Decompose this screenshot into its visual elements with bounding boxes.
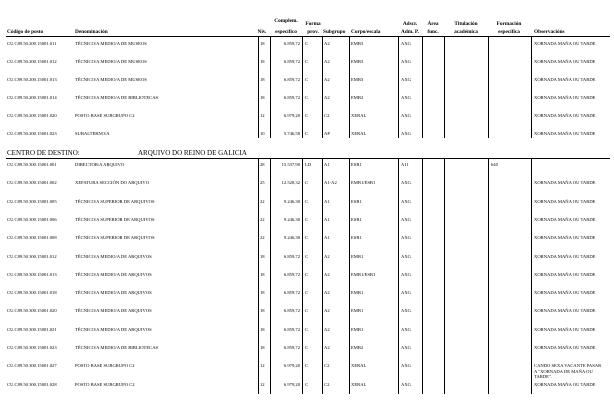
header-denominacion: Denominación [75, 29, 108, 35]
cell-subgrupo: A2 [324, 326, 330, 332]
cell-subgrupo: A1 [324, 162, 330, 167]
cell-adscr: AXG [401, 41, 411, 46]
cell-niv: 22 [260, 235, 265, 241]
cell-corpo: EMB2 [351, 95, 364, 100]
cell-comp: 6.859,72 [283, 326, 300, 332]
header-niv: Niv. [257, 29, 267, 35]
cell-niv: 25 [260, 180, 265, 186]
cell-subgrupo: AP [324, 131, 330, 136]
cell-adscr: AXG [401, 235, 411, 241]
cell-subgrupo: A2 [324, 59, 330, 64]
cell-code: CU.C89.50.300.15001.005 [7, 198, 57, 204]
cell-forma: C [305, 198, 309, 204]
header-area-2: func. [427, 29, 439, 35]
cell-niv: 10 [260, 131, 265, 136]
cell-comp: 6.979,20 [283, 381, 300, 387]
cell-adscr: AXG [401, 271, 411, 277]
cell-obs: XORNADA MAÑA OU TARDE [534, 113, 596, 118]
cell-obs: XORNADA MAÑA OU TARDE [534, 216, 596, 222]
cell-obs: CANDO SEXA VACANTE PASAR A "XORNADA DE MAÑA OU TARDE". [534, 363, 602, 379]
cell-niv: 18 [260, 290, 265, 296]
cell-obs: XORNADA MAÑA OU TARDE [534, 41, 596, 46]
cell-niv: 18 [260, 95, 265, 100]
cell-name: XEFATURA SECCIÓN DO ARQUIVO [75, 180, 150, 186]
cell-corpo: EMB1 [351, 253, 364, 259]
cell-name: TÉCNICO/A MEDIO/A DE ARQUIVOS [75, 326, 152, 332]
cell-code: CU.C89.50.200.15001.014 [7, 95, 57, 100]
cell-code: CU.C89.50.300.15001.020 [7, 308, 57, 314]
cell-code: CU.C89.50.300.15001.001 [7, 162, 57, 167]
cell-code: CU.C89.50.300.15001.018 [7, 290, 57, 296]
cell-corpo: XERAL [351, 113, 367, 118]
cell-niv: 18 [260, 41, 265, 46]
cell-name: TÉCNICO/A SUPERIOR DE ARQUIVOS [75, 198, 155, 204]
cell-adscr: AXG [401, 326, 411, 332]
cell-code: CU.C89.50.300.15001.027 [7, 363, 57, 369]
cell-obs: XORNADA MAÑA OU TARDE [534, 345, 596, 350]
cell-subgrupo: C2 [324, 381, 330, 387]
header-adscr-1: Adscr. [402, 21, 418, 27]
cell-corpo: EMB2 [351, 345, 364, 350]
cell-obs: XORNADA MAÑA OU TARDE [534, 235, 596, 241]
cell-forma: C [305, 216, 309, 222]
cell-name: POSTO BASE SUBGRUPO C2 [75, 113, 135, 118]
cell-comp: 5.746,58 [283, 131, 300, 136]
cell-adscr: AXG [401, 198, 411, 204]
cell-forma: C [305, 345, 309, 350]
cell-subgrupo: A2 [324, 95, 330, 100]
header-titulacion-2: académica [454, 29, 478, 35]
cell-corpo: XERAL [351, 381, 367, 387]
cell-adscr: AXG [401, 216, 411, 222]
cell-niv: 22 [260, 198, 265, 204]
cell-obs: XORNADA MAÑA OU TARDE [534, 271, 596, 277]
cell-adscr: A11 [401, 162, 409, 167]
cell-comp: 6.979,20 [283, 363, 300, 369]
header-titulacion-1: Titulación [454, 21, 478, 27]
cell-forma: C [305, 308, 309, 314]
cell-corpo: EMB1 [351, 308, 364, 314]
cell-adscr: AXG [401, 95, 411, 100]
cell-obs: XORNADA MAÑA OU TARDE [534, 253, 596, 259]
cell-corpo: EMB1/ESB1 [351, 180, 376, 186]
cell-adscr: AXG [401, 290, 411, 296]
header-complem-2: específico [275, 29, 297, 35]
cell-niv: 12 [260, 113, 265, 118]
cell-forma: C [305, 113, 309, 118]
cell-comp: 6.859,72 [283, 308, 300, 314]
cell-code: CU.C89.50.200.15001.013 [7, 77, 57, 82]
cell-code: CU.C89.50.300.15001.006 [7, 216, 57, 222]
cell-subgrupo: A2 [324, 290, 330, 296]
cell-subgrupo: A1-A2 [324, 180, 337, 186]
cell-adscr: AXG [401, 180, 411, 186]
cell-forma: C [305, 253, 309, 259]
cell-name: TÉCNICO/A MEDIO/A DE ARQUIVOS [75, 271, 152, 277]
header-complem-1: Complem. [274, 18, 298, 24]
cell-name: TÉCNICO/A SUPERIOR DE ARQUIVOS [75, 216, 155, 222]
header-adscr-2: Adm. P. [401, 29, 419, 35]
cell-corpo: ESB1 [351, 216, 362, 222]
cell-comp: 6.859,72 [283, 95, 300, 100]
cell-code: CU.C89.50.300.15001.021 [7, 326, 57, 332]
cell-forma: C [305, 381, 309, 387]
cell-formacion: 640 [491, 162, 498, 167]
cell-corpo: ESB1 [351, 198, 362, 204]
cell-code: CU.C89.50.200.15001.012 [7, 59, 57, 64]
cell-comp: 6.859,72 [283, 59, 300, 64]
cell-name: POSTO BASE SUBGRUPO C2 [75, 363, 135, 369]
cell-code: CU.C89.50.200.15001.020 [7, 113, 57, 118]
cell-name: DIRECTOR/A ARQUIVO [75, 162, 125, 167]
cell-adscr: AXG [401, 308, 411, 314]
cell-name: TÉCNICO/A MEDIO/A DE MUSEOS [75, 41, 147, 46]
cell-corpo: XERAL [351, 131, 367, 136]
header-subgrupo: Subgrupo [323, 29, 346, 35]
cell-corpo: EMB1 [351, 326, 364, 332]
cell-comp: 12.528,32 [281, 180, 300, 186]
cell-comp: 6.859,72 [283, 345, 300, 350]
cell-code: CU.C89.50.300.15001.028 [7, 381, 57, 387]
cell-niv: 12 [260, 363, 265, 369]
header-corpo: Corpo/escala [351, 29, 381, 35]
header-forma-2: prov. [307, 29, 319, 35]
cell-comp: 15.537,90 [281, 162, 300, 167]
cell-subgrupo: A2 [324, 77, 330, 82]
cell-obs: XORNADA MAÑA OU TARDE [534, 381, 596, 387]
cell-name: POSTO BASE SUBGRUPO C2 [75, 381, 135, 387]
cell-name: TÉCNICO/A MEDIO/A DE ARQUIVOS [75, 308, 152, 314]
cell-corpo: ESB1 [351, 162, 362, 167]
cell-niv: 28 [260, 162, 265, 167]
section-label: CENTRO DE DESTINO: [7, 149, 80, 157]
cell-obs: XORNADA MAÑA OU TARDE [534, 326, 596, 332]
cell-name: TÉCNICO/A MEDIO/A DE MUSEOS [75, 77, 147, 82]
cell-adscr: AXG [401, 345, 411, 350]
cell-subgrupo: A2 [324, 271, 330, 277]
cell-obs: XORNADA MAÑA OU TARDE [534, 131, 596, 136]
header-rule [6, 36, 610, 37]
cell-code: CU.C89.50.200.15001.011 [7, 41, 57, 46]
header-codigo: Código de posto [7, 29, 44, 35]
cell-forma: C [305, 77, 309, 82]
cell-niv: 18 [260, 77, 265, 82]
cell-subgrupo: A1 [324, 235, 330, 241]
cell-forma: C [305, 180, 309, 186]
cell-code: CU.C89.50.300.15001.013 [7, 271, 57, 277]
cell-niv: 18 [260, 326, 265, 332]
cell-niv: 12 [260, 381, 265, 387]
cell-adscr: AXG [401, 131, 411, 136]
cell-forma: C [305, 271, 309, 277]
header-formacion-2: específica [498, 29, 520, 35]
cell-comp: 9.246,30 [283, 198, 300, 204]
cell-subgrupo: A1 [324, 198, 330, 204]
cell-obs: XORNADA MAÑA OU TARDE [534, 308, 596, 314]
cell-obs: XORNADA MAÑA OU TARDE [534, 59, 596, 64]
header-forma-1: Forma [305, 21, 321, 27]
cell-code: CU.C89.50.300.15001.012 [7, 253, 57, 259]
cell-obs: XORNADA MAÑA OU TARDE [534, 95, 596, 100]
cell-adscr: AXG [401, 113, 411, 118]
cell-forma: LD [305, 162, 312, 167]
cell-corpo: ESB1 [351, 235, 362, 241]
cell-code: CU.C89.50.300.15001.002 [7, 180, 57, 186]
cell-forma: C [305, 131, 309, 136]
cell-comp: 9.246,30 [283, 216, 300, 222]
cell-corpo: EMB1/ESB1 [351, 271, 376, 277]
cell-code: CU.C89.50.200.15001.023 [7, 131, 57, 136]
cell-adscr: AXG [401, 59, 411, 64]
cell-subgrupo: A2 [324, 308, 330, 314]
cell-subgrupo: C2 [324, 113, 330, 118]
cell-name: TÉCNICO/A MEDIO/A DE BIBLIOTECAS [75, 345, 159, 350]
cell-code: CU.C89.50.300.15001.008 [7, 235, 57, 241]
cell-comp: 6.859,72 [283, 271, 300, 277]
cell-corpo: EMB3 [351, 77, 364, 82]
cell-obs: XORNADA MAÑA OU TARDE [534, 198, 596, 204]
cell-forma: C [305, 235, 309, 241]
cell-subgrupo: A1 [324, 216, 330, 222]
cell-niv: 18 [260, 345, 265, 350]
cell-comp: 6.859,72 [283, 290, 300, 296]
cell-name: TÉCNICO/A SUPERIOR DE ARQUIVOS [75, 235, 155, 241]
cell-name: TÉCNICO/A MEDIO/A DE ARQUIVOS [75, 253, 152, 259]
cell-corpo: EMB3 [351, 59, 364, 64]
cell-corpo: XERAL [351, 363, 367, 369]
cell-forma: C [305, 95, 309, 100]
section-rule [6, 158, 610, 159]
cell-obs: XORNADA MAÑA OU TARDE [534, 290, 596, 296]
cell-subgrupo: A2 [324, 41, 330, 46]
cell-code: CU.C89.50.300.15001.023 [7, 345, 57, 350]
cell-name: SUBALTERNO/A [75, 131, 110, 136]
cell-obs: XORNADA MAÑA OU TARDE [534, 77, 596, 82]
cell-adscr: AXG [401, 253, 411, 259]
cell-niv: 18 [260, 308, 265, 314]
cell-forma: C [305, 363, 309, 369]
cell-name: TÉCNICO/A MEDIO/A DE BIBLIOTECAS [75, 95, 159, 100]
cell-niv: 18 [260, 59, 265, 64]
cell-niv: 18 [260, 253, 265, 259]
cell-name: TÉCNICO/A MEDIO/A DE MUSEOS [75, 59, 147, 64]
cell-obs: XORNADA MAÑA OU TARDE [534, 180, 596, 186]
cell-comp: 6.859,72 [283, 253, 300, 259]
header-formacion-1: Formación [496, 21, 522, 27]
cell-niv: 18 [260, 271, 265, 277]
cell-forma: C [305, 59, 309, 64]
cell-adscr: AXG [401, 381, 411, 387]
cell-subgrupo: A2 [324, 345, 330, 350]
cell-subgrupo: C2 [324, 363, 330, 369]
cell-name: TÉCNICO/A MEDIO/A DE ARQUIVOS [75, 290, 152, 296]
cell-subgrupo: A2 [324, 253, 330, 259]
cell-forma: C [305, 326, 309, 332]
header-area-1: Área [427, 21, 439, 27]
header-observacions: Observacións [534, 29, 565, 35]
cell-comp: 6.859,72 [283, 77, 300, 82]
cell-forma: C [305, 41, 309, 46]
cell-comp: 6.979,20 [283, 113, 300, 118]
cell-comp: 9.246,30 [283, 235, 300, 241]
cell-adscr: AXG [401, 77, 411, 82]
cell-corpo: EMB1 [351, 290, 364, 296]
cell-forma: C [305, 290, 309, 296]
cell-comp: 6.859,72 [283, 41, 300, 46]
cell-corpo: EMB3 [351, 41, 364, 46]
section-name: ARQUIVO DO REINO DE GALICIA [138, 149, 247, 157]
cell-adscr: AXG [401, 363, 411, 369]
cell-niv: 22 [260, 216, 265, 222]
